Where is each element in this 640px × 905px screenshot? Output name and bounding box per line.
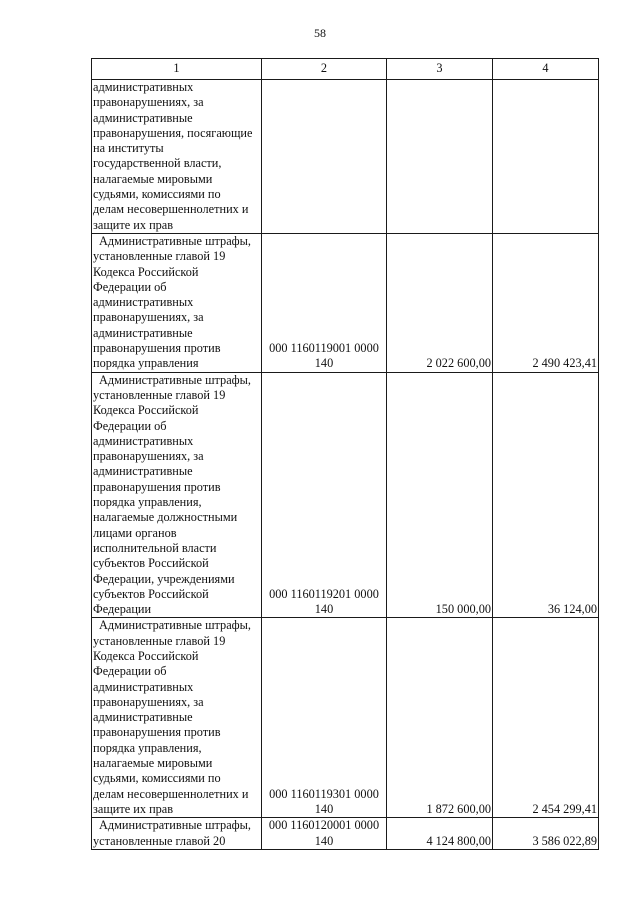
row-actual-amount-cell: 3 586 022,89 [493,818,599,850]
row-plan-amount-cell: 1 872 600,00 [387,618,493,818]
row-name-cell: Административные штрафы, установленные главой 20 [92,818,262,850]
row-actual-amount-cell [493,80,599,234]
revenue-table [91,58,599,850]
row-name-cell: Административные штрафы, установленные главой 19 Кодекса Российской Федерации об административных правонарушениях, за административные правонарушения против порядка управления, налагаемые мировыми судьями, комиссиями по делам несовершеннолетних и защите их прав [92,618,262,818]
row-plan-amount-cell: 2 022 600,00 [387,233,493,372]
row-name-cell: административных правонарушениях, за административные правонарушения, посягающие на институты государственной власти, налагаемые мировыми судьями, комиссиями по делам несовершеннолетних и защите их прав [92,80,262,234]
column-header-3: 3 [387,59,493,80]
row-name-cell: Административные штрафы, установленные главой 19 Кодекса Российской Федерации об административных правонарушениях, за административные правонарушения против порядка управления, налагаемые должностными лицами органов исполнительной власти субъектов Российской Федерации, учреждениями субъектов Российской Федерации [92,372,262,618]
row-code-cell: 000 1160119001 0000 140 [262,233,387,372]
table-row [92,618,599,818]
row-code-cell [262,80,387,234]
table-row [92,80,599,234]
table-header-row [92,59,599,80]
column-header-1: 1 [92,59,262,80]
page-number: 58 [314,26,326,40]
table-row [92,233,599,372]
column-header-4: 4 [493,59,599,80]
row-name-cell: Административные штрафы, установленные главой 19 Кодекса Российской Федерации об административных правонарушениях, за административные правонарушения против порядка управления [92,233,262,372]
row-actual-amount-cell: 36 124,00 [493,372,599,618]
row-actual-amount-cell: 2 454 299,41 [493,618,599,818]
row-code-cell: 000 1160119201 0000 140 [262,372,387,618]
row-actual-amount-cell: 2 490 423,41 [493,233,599,372]
row-code-cell: 000 1160119301 0000 140 [262,618,387,818]
row-plan-amount-cell: 150 000,00 [387,372,493,618]
table-row [92,372,599,618]
column-header-2: 2 [262,59,387,80]
row-code-cell: 000 1160120001 0000 140 [262,818,387,850]
row-plan-amount-cell [387,80,493,234]
table-row [92,818,599,850]
row-plan-amount-cell: 4 124 800,00 [387,818,493,850]
